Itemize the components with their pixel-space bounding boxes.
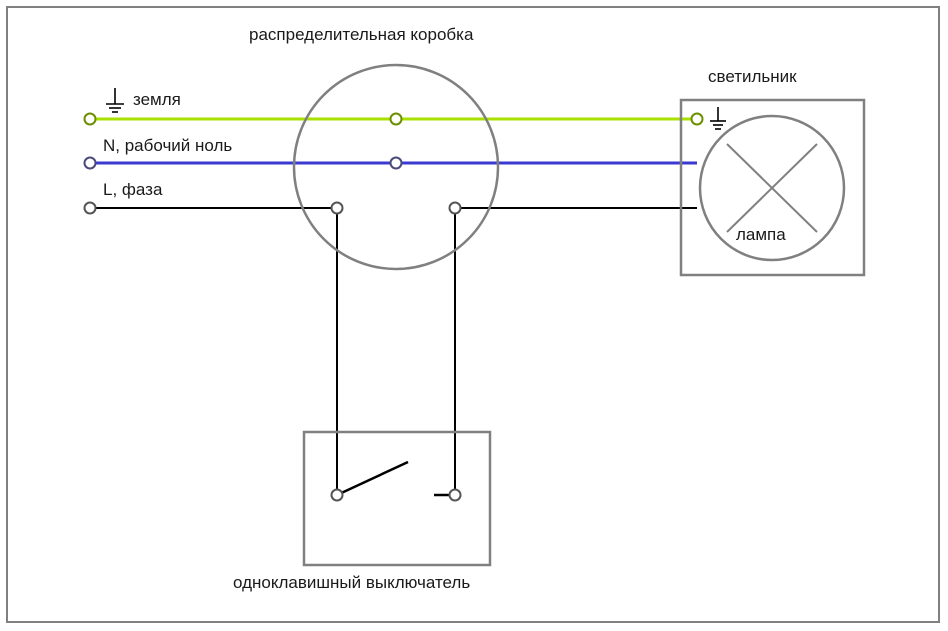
terminal-phase-box-right[interactable] <box>450 203 461 214</box>
terminal-neutral-left[interactable] <box>85 158 96 169</box>
earth-label: земля <box>133 90 181 109</box>
switch-lever <box>337 462 408 495</box>
switch-title: одноклавишный выключатель <box>233 573 471 592</box>
terminal-switch-right[interactable] <box>450 490 461 501</box>
terminal-phase-left[interactable] <box>85 203 96 214</box>
phase-label: L, фаза <box>103 180 163 199</box>
luminaire-title: светильник <box>708 67 797 86</box>
terminal-earth-lamp[interactable] <box>692 114 703 125</box>
earth-ground-icon-left <box>106 88 124 112</box>
terminal-earth-left[interactable] <box>85 114 96 125</box>
terminal-earth-box[interactable] <box>391 114 402 125</box>
lamp-label: лампа <box>736 225 786 244</box>
terminal-neutral-box[interactable] <box>391 158 402 169</box>
neutral-label: N, рабочий ноль <box>103 136 233 155</box>
earth-ground-icon-lamp <box>710 107 726 129</box>
terminal-phase-box-left[interactable] <box>332 203 343 214</box>
terminal-switch-left[interactable] <box>332 490 343 501</box>
junction-box-title: распределительная коробка <box>249 25 474 44</box>
